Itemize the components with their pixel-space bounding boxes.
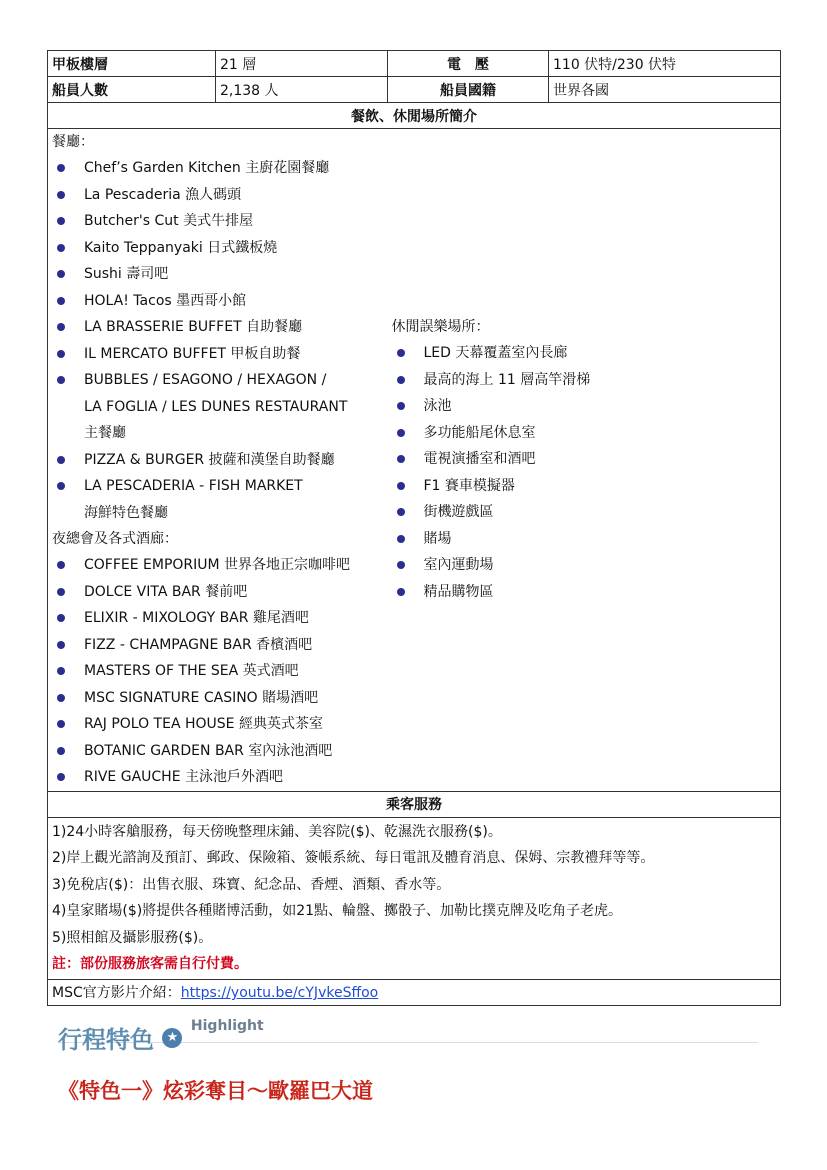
- highlight-subtitle: Highlight: [190, 1018, 264, 1034]
- list-item: 海鮮特色餐廳: [84, 504, 168, 521]
- services-content-row: [48, 817, 781, 979]
- spec-label: 船員國籍: [388, 77, 549, 103]
- video-cell: [48, 979, 781, 1005]
- list-item: BOTANIC GARDEN BAR 室內泳池酒吧: [52, 738, 384, 765]
- video-link[interactable]: https://youtu.be/cYJvkeSffoo: [180, 985, 379, 1001]
- dining-section-title: 餐飲、休閒場所簡介: [48, 103, 781, 129]
- spec-label: 電 壓: [388, 51, 549, 77]
- leisure-list: [392, 340, 777, 605]
- restaurants-column: [48, 129, 388, 792]
- list-item: MASTERS OF THE SEA 英式酒吧: [52, 658, 384, 685]
- service-item: 5)照相館及攝影服務($)。: [52, 929, 213, 946]
- list-item: HOLA! Tacos 墨西哥小館: [52, 288, 384, 315]
- list-item: 主餐廳: [84, 425, 126, 441]
- list-item: RAJ POLO TEA HOUSE 經典英式茶室: [52, 711, 384, 738]
- list-item: 賭場: [392, 526, 777, 553]
- list-item: IL MERCATO BUFFET 甲板自助餐: [52, 341, 384, 368]
- ship-info-page: [47, 50, 780, 1006]
- service-item: 1)24小時客艙服務，每天傍晚整理床鋪、美容院($)、乾濕洗衣服務($)。: [52, 823, 502, 840]
- spec-value: 世界各國: [549, 77, 781, 103]
- payment-note: 註：部份服務旅客需自行付費。: [52, 956, 248, 972]
- leisure-title: 休閒誤樂場所：: [391, 319, 490, 336]
- spec-row: [48, 51, 781, 77]
- video-row: [48, 979, 781, 1005]
- highlight-header: [58, 1020, 758, 1055]
- services-section-title: 乘客服務: [48, 791, 781, 817]
- feature-title: 《特色一》炫彩奪目～歐羅巴大道: [58, 1079, 373, 1103]
- spec-value: 110 伏特/230 伏特: [549, 51, 781, 77]
- list-item: LA PESCADERIA - FISH MARKET: [52, 473, 384, 500]
- bars-list: [52, 552, 384, 791]
- service-item: 3)免稅店($)：出售衣服、珠寶、紀念品、香煙、酒類、香水等。: [52, 876, 451, 893]
- spec-value: 21 層: [216, 51, 388, 77]
- list-item: MSC SIGNATURE CASINO 賭場酒吧: [52, 685, 384, 712]
- restaurants-list: [52, 155, 384, 526]
- restaurants-title: 餐廳：: [52, 134, 94, 150]
- list-item: DOLCE VITA BAR 餐前吧: [52, 579, 384, 606]
- spec-row: [48, 77, 781, 103]
- video-label: MSC官方影片介紹：: [52, 985, 181, 1001]
- highlight-title: 行程特色: [58, 1026, 154, 1054]
- list-item: COFFEE EMPORIUM 世界各地正宗咖啡吧: [52, 552, 384, 579]
- list-item: ELIXIR - MIXOLOGY BAR 雞尾酒吧: [52, 605, 384, 632]
- list-item: LED 天幕覆蓋室內長廊: [392, 340, 777, 367]
- star-icon: ★: [162, 1028, 182, 1048]
- list-item: 室內運動場: [392, 552, 777, 579]
- leisure-column: [388, 129, 781, 792]
- service-item: 2)岸上觀光諮詢及預訂、郵政、保險箱、簽帳系統、每日電訊及體育消息、保姆、宗教禮拜等等。: [52, 850, 655, 866]
- list-item: 精品購物區: [392, 579, 777, 606]
- list-item: BUBBLES / ESAGONO / HEXAGON /: [52, 367, 384, 394]
- list-item: Butcher's Cut 美式牛排屋: [52, 208, 384, 235]
- list-item: Sushi 壽司吧: [52, 261, 384, 288]
- list-item: 街機遊戲區: [392, 499, 777, 526]
- service-item: 4)皇家賭場($)將提供各種賭博活動，如21點、輪盤、擲骰子、加勒比撲克牌及吃角子老虎。: [52, 903, 623, 919]
- list-item: Kaito Teppanyaki 日式鐵板燒: [52, 235, 384, 262]
- list-item: 最高的海上 11 層高竿滑梯: [392, 367, 777, 394]
- dining-content-row: [48, 129, 781, 792]
- list-item: 電視演播室和酒吧: [392, 446, 777, 473]
- services-list: [52, 819, 776, 952]
- list-item: 泳池: [392, 393, 777, 420]
- list-item: FIZZ - CHAMPAGNE BAR 香檳酒吧: [52, 632, 384, 659]
- list-item: RIVE GAUCHE 主泳池戶外酒吧: [52, 764, 384, 791]
- spec-label: 船員人數: [48, 77, 216, 103]
- list-item: Chef’s Garden Kitchen 主廚花園餐廳: [52, 155, 384, 182]
- spec-value: 2,138 人: [216, 77, 388, 103]
- list-item: 多功能船尾休息室: [392, 420, 777, 447]
- ship-info-table: [47, 50, 781, 1006]
- services-content: [48, 817, 781, 979]
- bars-title: 夜總會及各式酒廊：: [52, 531, 178, 547]
- list-item: F1 賽車模擬器: [392, 473, 777, 500]
- list-item: LA FOGLIA / LES DUNES RESTAURANT: [84, 398, 348, 415]
- spec-label: 甲板樓層: [48, 51, 216, 77]
- list-item: PIZZA & BURGER 披薩和漢堡自助餐廳: [52, 447, 384, 474]
- list-item: La Pescaderia 漁人碼頭: [52, 182, 384, 209]
- list-item: LA BRASSERIE BUFFET 自助餐廳: [52, 314, 384, 341]
